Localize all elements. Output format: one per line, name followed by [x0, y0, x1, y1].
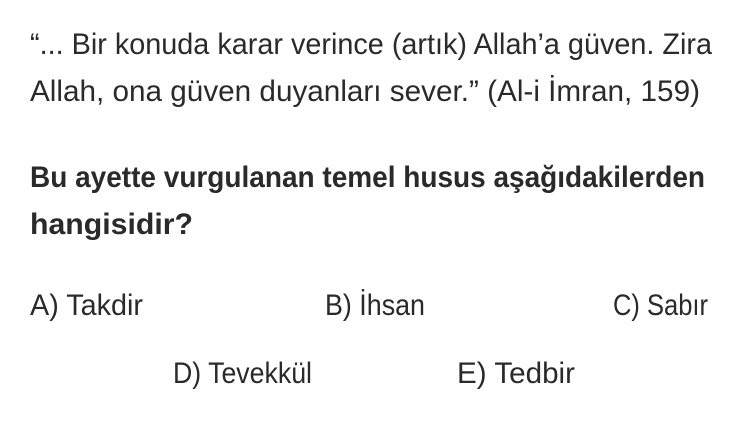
- verse-quote-line-2: [30, 68, 712, 115]
- question-stem-line-1: [30, 154, 712, 201]
- options-row-2: [30, 350, 712, 397]
- option-d[interactable]: D) Tevekkül: [173, 357, 312, 390]
- verse-quote: [30, 21, 712, 115]
- verse-quote-line-1: [30, 21, 712, 68]
- option-b[interactable]: B) İhsan: [325, 289, 426, 322]
- options-row-1: [30, 282, 712, 329]
- option-a[interactable]: A) Takdir: [30, 289, 143, 322]
- option-e[interactable]: E) Tedbir: [457, 357, 575, 390]
- verse-quote-text-2: Allah, ona güven duyanları sever.” (Al-i İmran, 159): [30, 75, 700, 108]
- verse-quote-text-1: “... Bir konuda karar verince (artık) Allah’a güven. Zira: [30, 28, 713, 61]
- option-c[interactable]: C) Sabır: [613, 289, 709, 322]
- question-stem-line-2: [30, 201, 712, 248]
- question-stem-text-2: hangisidir?: [30, 208, 193, 241]
- question-stem-text-1: Bu ayette vurgulanan temel husus aşağıdakilerden: [30, 161, 706, 194]
- question-stem: [30, 154, 712, 248]
